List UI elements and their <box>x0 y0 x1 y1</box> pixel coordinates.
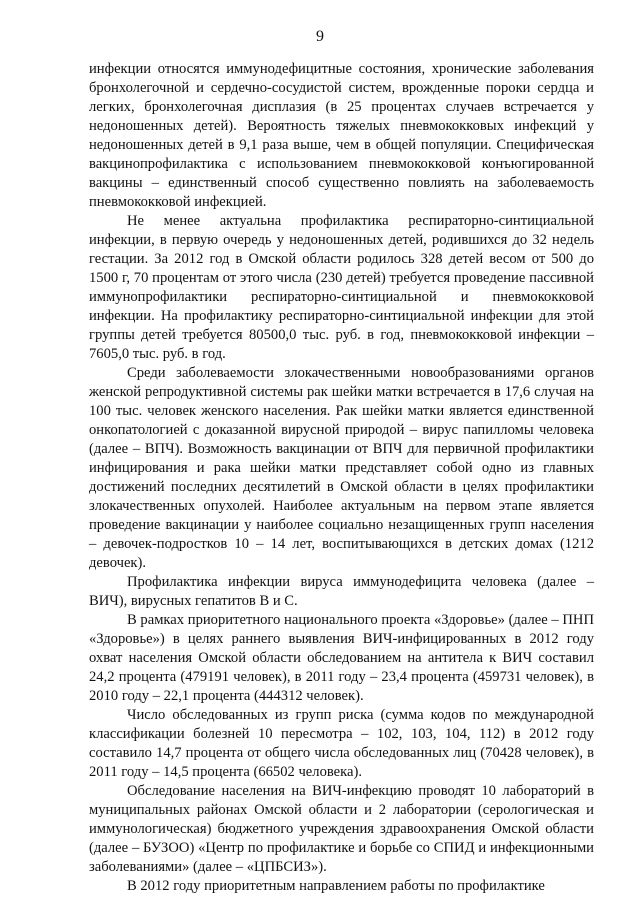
paragraph-1: инфекции относятся иммунодефицитные состояния, хронические заболевания бронхолегочной и сердечно-сосудистой систем, врожденные пороки сердца и легких, бронхолегочная дисплазия (в 25 процентах случаев встречается у недоношенных детей). Вероятность тяжелых пневмококковых инфекций у недоношенных детей в 9,1 раза выше, чем в общей популяции. Специфическая вакцинопрофилактика с использованием пневмококковой конъюгированной вакцины – единственный способ существенно повлиять на заболеваемость пневмококковой инфекцией. <box>89 61 594 210</box>
paragraph-2: Не менее актуальна профилактика респираторно-синтициальной инфекции, в первую очередь у недоношенных детей, родившихся до 32 недель гестации. За 2012 год в Омской области родилось 328 детей весом от 500 до 1500 г, 70 процентам от этого числа (230 детей) требуется проведение пассивной иммунопрофилактики респираторно-синтициальной и пневмококковой инфекции. На профилактику респираторно-синтициальной инфекции для этой группы детей требуется 80500,0 тыс. руб. в год, пневмококковой инфекции – 7605,0 тыс. руб. в год. <box>89 213 594 362</box>
paragraph-8: В 2012 году приоритетным направлением работы по профилактике <box>127 878 545 894</box>
paragraph-3: Среди заболеваемости злокачественными новообразованиями органов женской репродуктивной системы рак шейки матки встречается в 17,6 случая на 100 тыс. человек женского населения. Рак шейки матки является единственной онкопатологией с доказанной вирусной природой – вирус папилломы человека (далее – ВПЧ). Возможность вакцинации от ВПЧ для первичной профилактики инфицирования и рака шейки матки представляет собой одно из главных достижений последних десятилетий в Омской области в целях профилактики злокачественных опухолей. Наиболее актуальным на первом этапе является проведение вакцинации у наиболее социально незащищенных групп населения – девочек-подростков 10 – 14 лет, воспитывающихся в детских домах (1212 девочек). <box>89 365 594 571</box>
page-number: 9 <box>316 28 324 45</box>
paragraph-7: Обследование населения на ВИЧ-инфекцию проводят 10 лабораторий в муниципальных районах Омской области и 2 лаборатории (серологическая и иммунологическая) бюджетного учреждения здравоохранения Омской области (далее – БУЗОО) «Центр по профилактике и борьбе со СПИД и инфекционными заболеваниями» (далее – «ЦПБСИЗ»). <box>89 783 594 875</box>
paragraph-5: В рамках приоритетного национального проекта «Здоровье» (далее – ПНП «Здоровье») в целях раннего выявления ВИЧ-инфицированных в 2012 году охват населения Омской области обследованием на антитела к ВИЧ составил 24,2 процента (479191 человек), в 2011 году – 23,4 процента (459731 человек), в 2010 году – 22,1 процента (444312 человек). <box>89 612 594 704</box>
body-text <box>89 60 594 896</box>
paragraph-4: Профилактика инфекции вируса иммунодефицита человека (далее – ВИЧ), вирусных гепатитов В и С. <box>89 574 594 609</box>
paragraph-6: Число обследованных из групп риска (сумма кодов по международной классификации болезней 10 пересмотра – 102, 103, 104, 112) в 2012 году составило 14,7 процента от общего числа обследованных лиц (70428 человек), в 2011 году – 14,5 процента (66502 человека). <box>89 707 594 780</box>
